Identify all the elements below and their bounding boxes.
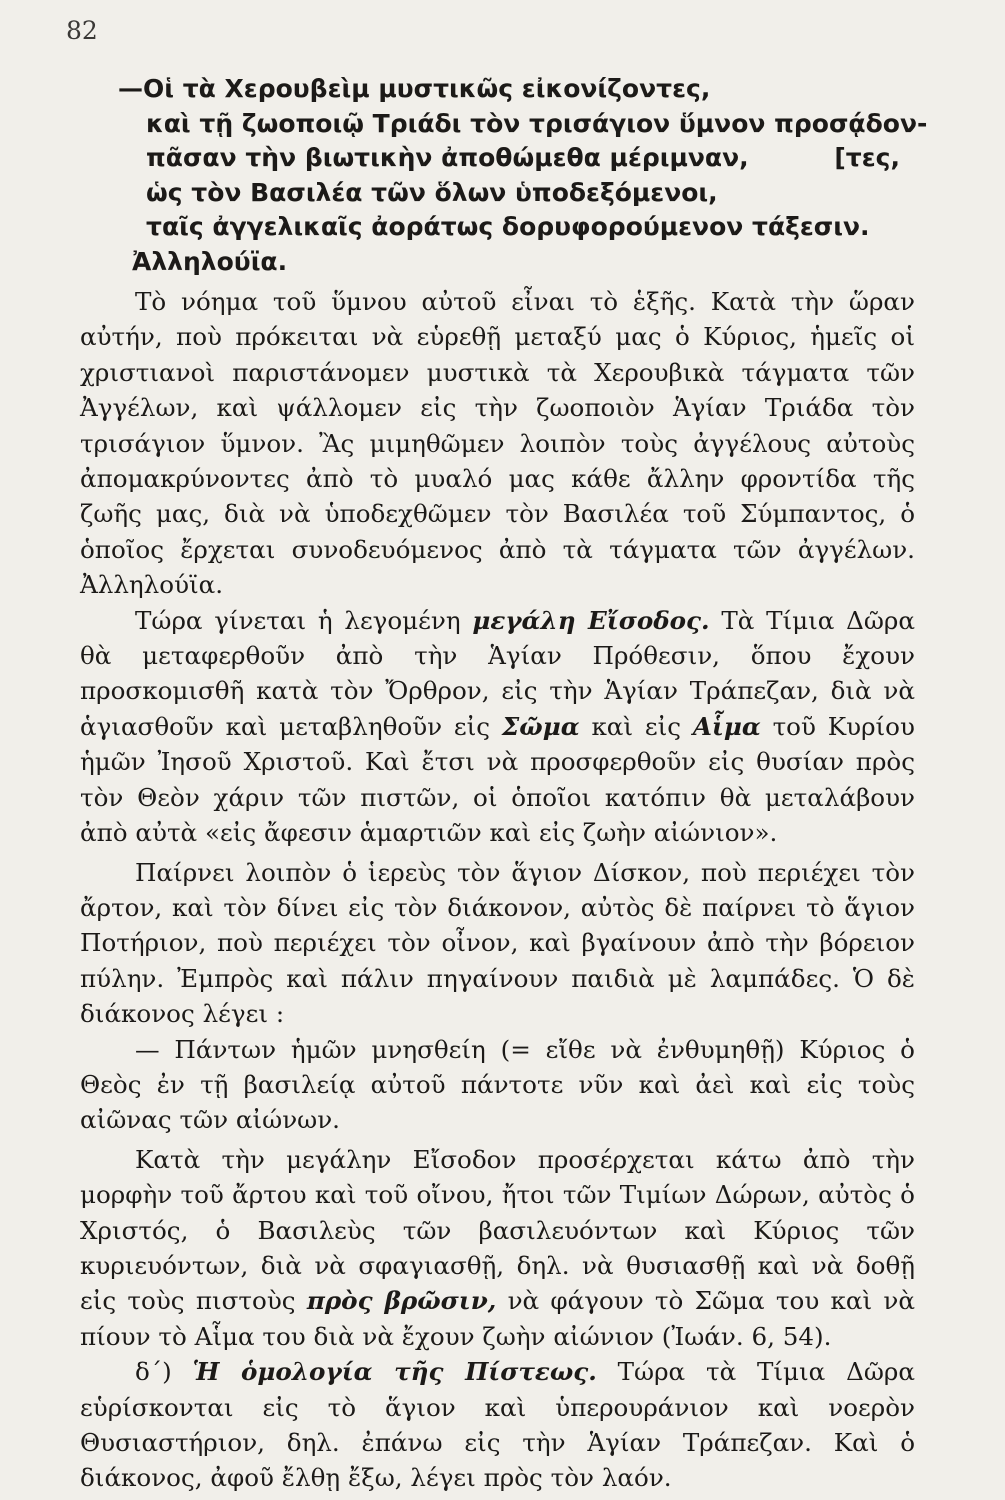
as-food-term: πρὸς βρῶσιν, xyxy=(306,1286,497,1316)
hymn-line-3-text: πᾶσαν τὴν βιωτικὴν ἀποθώμεθα μέριμναν, xyxy=(146,143,749,172)
paragraph-creed-section xyxy=(80,1354,915,1496)
hymn-line-3-carryover: [τες, xyxy=(834,143,900,172)
great-entrance-term: μεγάλη Εἴσοδος. xyxy=(472,605,710,635)
section-heading-creed: Ἡ ὁμολογία τῆς Πίστεως. xyxy=(192,1357,597,1387)
great-entrance-text-c: Τὰ Τίμια Δῶρα θὰ μεταφερθοῦν ἀπὸ τὴν Ἁγίαν Πρόθεσιν, ὅπου ἔχουν προσκομισθῆ κατὰ τὸν Ὄρθρον, εἰς τὴν Ἁγίαν Τράπεζαν, διὰ νὰ ἁγιασθοῦν καὶ μεταβληθοῦν εἰς xyxy=(80,605,915,741)
cherubic-hymn xyxy=(118,72,928,279)
great-entrance-text-g: τοῦ Κυρίου ἡμῶν Ἰησοῦ Χριστοῦ. Καὶ ἔτσι νὰ προσφερθοῦν εἰς θυσίαν πρὸς τὸν Θεὸν χάριν τῶν πιστῶν, οἱ ὁποῖοι κατόπιν θὰ μεταλάβουν ἀπὸ αὐτὰ «εἰς ἄφεσιν ἁμαρτιῶν καὶ εἰς ζωὴν αἰώνιον». xyxy=(80,711,915,848)
hymn-line-3 xyxy=(118,141,898,176)
christ-entrance-text-a: Κατὰ τὴν μεγάλην Εἴσοδον προσέρχεται κάτω ἀπὸ τὴν μορφὴν τοῦ ἄρτου καὶ τοῦ οἴνου, ἤτοι τῶν Τιμίων Δώρων, αὐτὸς ὁ Χριστός, ὁ Βασιλεὺς τῶν βασιλευόντων καὶ Κύριος τῶν κυριευόντων, διὰ νὰ σφαγιασθῇ, δηλ. νὰ θυσιασθῇ καὶ νὰ δοθῇ εἰς τοὺς πιστοὺς xyxy=(80,1144,915,1316)
page-body xyxy=(80,284,915,1496)
paragraph-hymn-meaning: Τὸ νόημα τοῦ ὕμνου αὐτοῦ εἶναι τὸ ἑξῆς. Κατὰ τὴν ὥραν αὐτήν, ποὺ πρόκειται νὰ εὑρεθῇ μεταξύ μας ὁ Κύριος, ἡμεῖς οἱ χριστιανοὶ παριστάνομεν μυστικὰ τὰ Χερουβικὰ τάγματα τῶν Ἀγγέλων, καὶ ψάλλομεν εἰς τὴν ζωοποιὸν Ἁγίαν Τριάδα τὸν τρισάγιον ὕμνον. Ἂς μιμηθῶμεν λοιπὸν τοὺς ἀγγέλους αὐτοὺς ἀπομακρύνοντες ἀπὸ τὸ μυαλό μας κάθε ἄλλην φροντίδα τῆς ζωῆς μας, διὰ νὰ ὑποδεχθῶμεν τὸν Βασιλέα τοῦ Σύμπαντος, ὁ ὁποῖος ἔρχεται συνοδευόμενος ἀπὸ τὰ τάγματα τῶν ἀγγέλων. Ἀλληλούϊα. xyxy=(80,287,915,600)
paragraph-great-entrance xyxy=(80,603,915,851)
creed-section-text: Τώρα τὰ Τίμια Δῶρα εὑρίσκονται εἰς τὸ ἅγιον καὶ ὑπερουράνιον καὶ νοερὸν Θυσιαστήριον, δηλ. ἐπάνω εἰς τὴν Ἁγίαν Τράπεζαν. Καὶ ὁ διάκονος, ἀφοῦ ἔλθῃ ἔξω, λέγει πρὸς τὸν λαόν. xyxy=(80,1357,915,1493)
great-entrance-text-e: καὶ εἰς xyxy=(591,711,682,741)
hymn-line-5: ταῖς ἀγγελικαῖς ἀοράτως δορυφορούμενον τάξεσιν. xyxy=(146,212,870,241)
hymn-line-2: καὶ τῇ ζωοποιῷ Τριάδι τὸν τρισάγιον ὕμνον προσᾴδον- xyxy=(146,108,928,138)
christ-entrance-text-c: νὰ φάγουν τὸ Σῶμα του καὶ νὰ πίουν τὸ Αἷμα του διὰ νὰ ἔχουν ζωὴν αἰώνιον (Ἰωάν. 6, 54). xyxy=(80,1286,915,1351)
paragraph-procession: Παίρνει λοιπὸν ὁ ἱερεὺς τὸν ἅγιον Δίσκον, ποὺ περιέχει τὸν ἄρτον, καὶ τὸν δίνει εἰς τὸν διάκονον, αὐτὸς δὲ παίρνει τὸ ἅγιον Ποτήριον, ποὺ περιέχει τὸν οἶνον, καὶ βγαίνουν ἀπὸ τὴν βόρειον πύλην. Ἐμπρὸς καὶ πάλιν πηγαίνουν παιδιὰ μὲ λαμπάδες. Ὁ δὲ διάκονος λέγει : xyxy=(80,857,915,1029)
hymn-line-6: Ἀλληλούϊα. xyxy=(132,246,288,276)
page-number: 82 xyxy=(66,16,98,45)
paragraph-christ-entrance xyxy=(80,1142,915,1354)
body-term: Σῶμα xyxy=(501,711,580,741)
section-number: δ΄) xyxy=(135,1357,172,1387)
paragraph-deacon-prayer: — Πάντων ἡμῶν μνησθείη (= εἴθε νὰ ἐνθυμηθῇ) Κύριος ὁ Θεὸς ἐν τῇ βασιλείᾳ αὐτοῦ πάντοτε νῦν καὶ ἀεὶ καὶ εἰς τοὺς αἰῶνας τῶν αἰώνων. xyxy=(80,1034,915,1135)
great-entrance-text-a: Τώρα γίνεται ἡ λεγομένη xyxy=(135,605,461,635)
hymn-line-4: ὡς τὸν Βασιλέα τῶν ὅλων ὑποδεξόμενοι, xyxy=(146,177,718,207)
blood-term: Αἷμα xyxy=(692,711,761,741)
hymn-line-1: —Οἱ τὰ Χερουβεὶμ μυστικῶς εἰκονίζοντες, xyxy=(118,74,711,103)
